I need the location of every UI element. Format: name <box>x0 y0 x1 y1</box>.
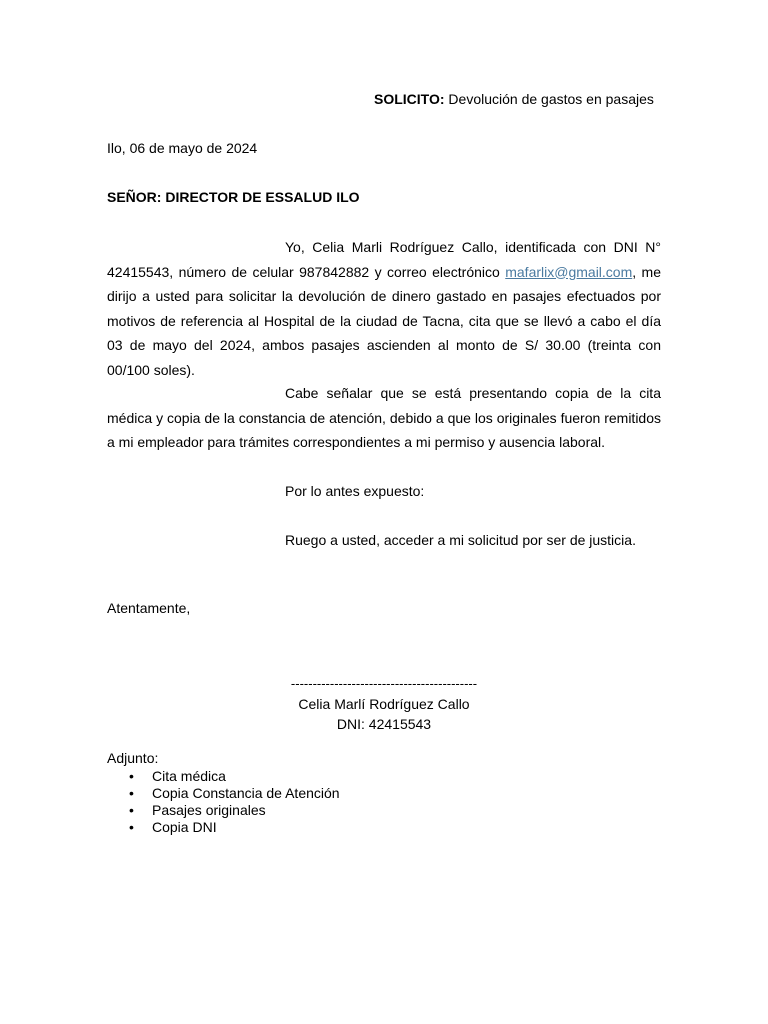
body-paragraph-2: Cabe señalar que se está presentando copia de la cita médica y copia de la constancia de atención, debido a que los originales fueron remitidos a mi empleador para trámites correspondientes a mi permiso y ausencia laboral. <box>107 385 661 451</box>
attachment-text: Copia Constancia de Atención <box>152 785 340 801</box>
para1-text-start: Yo, Celia Marli Rodríguez Callo, identificada con DNI N° 42415543, número de celular 987842882 y correo electrónico <box>107 239 661 280</box>
antes-expuesto: Por lo antes expuesto: <box>285 483 425 499</box>
bullet-icon: • <box>129 785 134 801</box>
subject-text: Devolución de gastos en pasajes <box>444 91 654 107</box>
subject-label: SOLICITO: <box>374 91 445 107</box>
ruego-line: Ruego a usted, acceder a mi solicitud por ser de justicia. <box>285 532 636 548</box>
attachments-list <box>107 768 340 836</box>
attachments-label: Adjunto: <box>107 750 159 766</box>
signature-block <box>284 674 484 734</box>
list-item <box>107 819 340 836</box>
date-line: Ilo, 06 de mayo de 2024 <box>107 140 258 156</box>
signer-name: Celia Marlí Rodríguez Callo <box>298 696 470 712</box>
bullet-icon: • <box>129 768 134 784</box>
para1-text-end: , me dirijo a usted para solicitar la devolución de dinero gastado en pasajes efectuados por motivos de referencia al Hospital de la ciudad de Tacna, cita que se llevó a cabo el día 03 de mayo del 2024, ambos pasajes ascienden al monto de S/ 30.00 (treinta con 00/100 soles). <box>107 263 662 378</box>
signer-dni: DNI: 42415543 <box>336 716 432 732</box>
bullet-icon: • <box>129 819 134 835</box>
list-item <box>107 768 340 785</box>
attachment-text: Cita médica <box>152 768 226 784</box>
body-paragraph-1 <box>107 235 661 383</box>
closing: Atentamente, <box>107 600 191 616</box>
list-item <box>107 802 340 819</box>
list-item <box>107 785 340 802</box>
attachment-text: Pasajes originales <box>152 802 266 818</box>
bullet-icon: • <box>129 802 134 818</box>
signature-line: ------------------------------------------- <box>290 676 478 691</box>
addressee: SEÑOR: DIRECTOR DE ESSALUD ILO <box>107 189 360 205</box>
email-link[interactable]: mafarlix@gmail.com <box>505 263 633 280</box>
subject-line <box>374 91 654 107</box>
attachment-text: Copia DNI <box>152 819 217 835</box>
